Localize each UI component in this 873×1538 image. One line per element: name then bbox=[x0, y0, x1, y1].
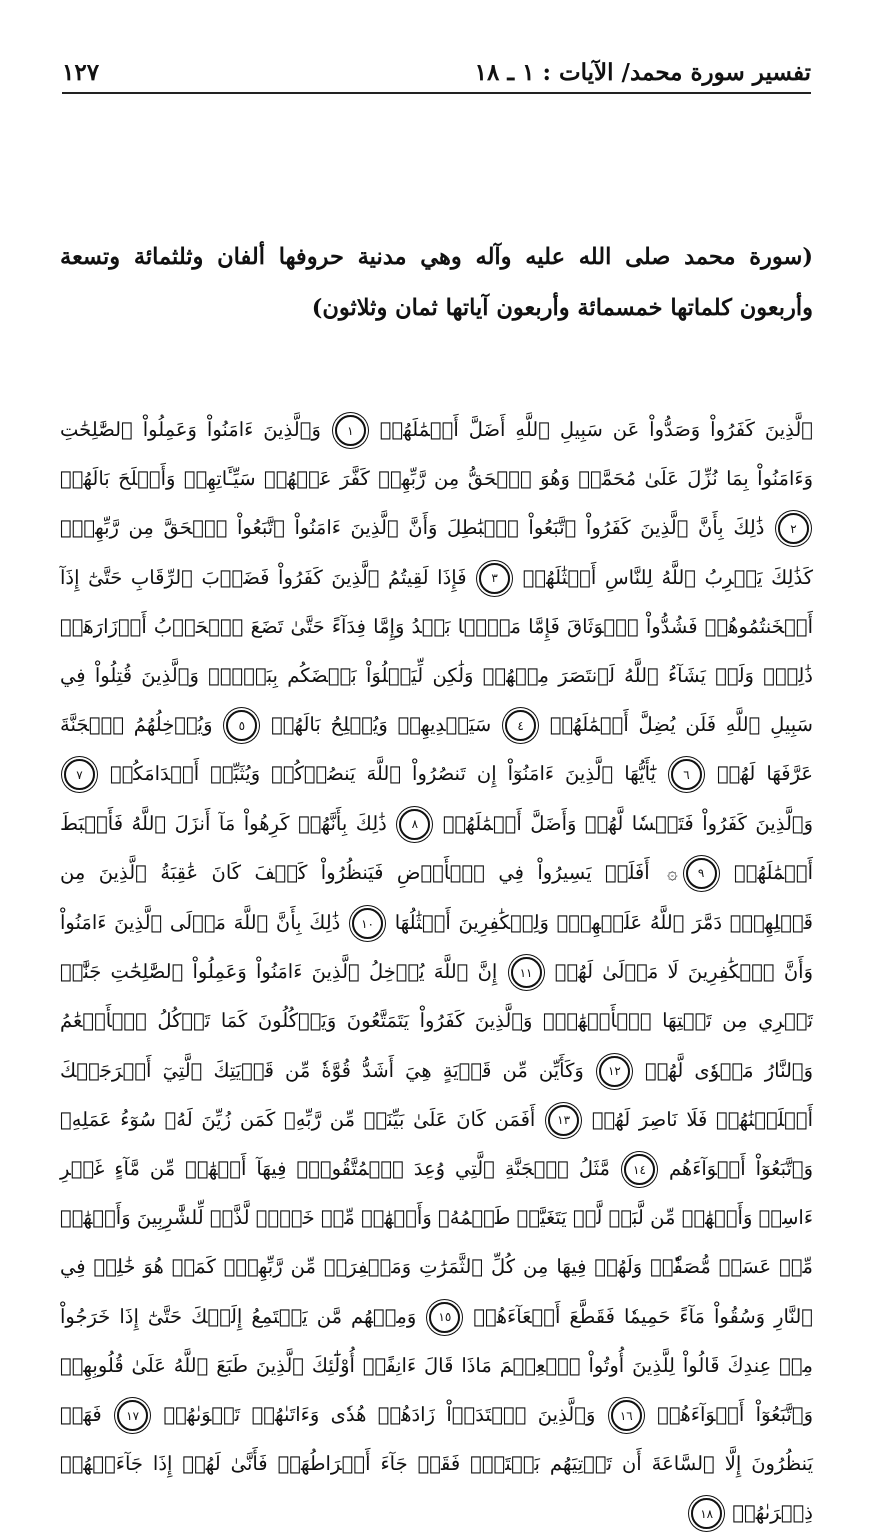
ayah-number-marker: ١٦ bbox=[611, 1400, 642, 1431]
ayah-text: يَٰٓأَيُّهَا ٱلَّذِينَ ءَامَنُوٓاْ إِن تَنصُرُواْ ٱللَّهَ يَنصُرۡكُمۡ وَيُثَبِّتۡ أَقۡدَامَكُمۡ bbox=[110, 762, 656, 786]
ayah-text: وَٱلَّذِينَ ٱهۡتَدَوۡاْ زَادَهُمۡ هُدٗى وَءَاتَىٰهُمۡ تَقۡوَىٰهُمۡ bbox=[163, 1403, 596, 1427]
ayah-text: إِنَّ ٱللَّهَ يُدۡخِلُ ٱلَّذِينَ ءَامَنُواْ وَعَمِلُواْ ٱلصَّٰلِحَٰتِ جَنَّٰتٖ تَجۡرِي مِن تَحۡتِهَا ٱلۡأَنۡهَٰرُۖ وَٱلَّذِينَ كَفَرُواْ يَتَمَتَّعُونَ وَيَأۡكُلُونَ كَمَا تَأۡكُلُ ٱلۡأَنۡعَٰمُ وَٱلنَّارُ مَثۡوٗى لَّهُمۡ bbox=[60, 960, 814, 1082]
ayah-number-marker: ٨ bbox=[399, 809, 430, 840]
ayah-number-marker: ٣ bbox=[479, 563, 510, 594]
ayah-number-marker: ١٧ bbox=[117, 1400, 148, 1431]
ayah-text: مَّثَلُ ٱلۡجَنَّةِ ٱلَّتِي وُعِدَ ٱلۡمُتَّقُونَۖ فِيهَآ أَنۡهَٰرٞ مِّن مَّآءٍ غَيۡرِ ءَاسِنٖ وَأَنۡهَٰرٞ مِّن لَّبَنٖ لَّمۡ يَتَغَيَّرۡ طَعۡمُهُۥ وَأَنۡهَٰرٞ مِّنۡ خَمۡرٖ لَّذَّةٖ لِّلشَّٰرِبِينَ وَأَنۡهَٰرٞ مِّنۡ عَسَلٖ مُّصَفّٗىۖ وَلَهُمۡ فِيهَا مِن كُلِّ ٱلثَّمَرَٰتِ وَمَغۡفِرَةٞ مِّن رَّبِّهِمۡۖ كَمَنۡ هُوَ خَٰلِدٞ فِي ٱلنَّارِ وَسُقُواْ مَآءً حَمِيمٗا فَقَطَّعَ أَمۡعَآءَهُمۡ bbox=[60, 1157, 814, 1328]
ayah-text: وَمِنۡهُم مَّن يَسۡتَمِعُ إِلَيۡكَ حَتَّىٰٓ إِذَا خَرَجُواْ مِنۡ عِندِكَ قَالُواْ لِلَّذِينَ أُوتُواْ ٱلۡعِلۡمَ مَاذَا قَالَ ءَانِفًاۚ أُوْلَٰٓئِكَ ٱلَّذِينَ طَبَعَ ٱللَّهُ عَلَىٰ قُلُوبِهِمۡ وَٱتَّبَعُوٓاْ أَهۡوَآءَهُمۡ bbox=[60, 1304, 813, 1427]
ayah-number-marker: ١١ bbox=[511, 957, 542, 988]
surah-introduction: (سورة محمد صلى الله عليه وآله وهي مدنية حروفها ألفان وثلثمائة وتسعة وأربعون كلماتها خمسمائة وأربعون آياتها ثمان وثلاثون) bbox=[60, 244, 813, 321]
ayah-number-marker: ١٢ bbox=[599, 1056, 630, 1087]
ayah-text: سَيَهۡدِيهِمۡ وَيُصۡلِحُ بَالَهُمۡ bbox=[271, 713, 492, 737]
ayah-number-marker: ١٥ bbox=[429, 1302, 460, 1333]
ayah-text: ٱلَّذِينَ كَفَرُواْ وَصَدُّواْ عَن سَبِيلِ ٱللَّهِ أَضَلَّ أَعۡمَٰلَهُمۡ bbox=[379, 418, 814, 441]
ayah-number-marker: ١٤ bbox=[624, 1154, 655, 1185]
ayah-number-marker: ٩ bbox=[686, 858, 717, 889]
ayah-number-marker: ١٣ bbox=[548, 1105, 579, 1136]
rub-el-hizb-sign: ۞ bbox=[667, 862, 678, 884]
quran-verses-block bbox=[60, 405, 813, 1538]
ayah-number-marker: ١٨ bbox=[691, 1498, 722, 1529]
ayah-text: ذَٰلِكَ بِأَنَّ ٱلَّذِينَ كَفَرُواْ ٱتَّبَعُواْ ٱلۡبَٰطِلَ وَأَنَّ ٱلَّذِينَ ءَامَنُواْ ٱتَّبَعُواْ ٱلۡحَقَّ مِن رَّبِّهِمۡۚ كَذَٰلِكَ يَضۡرِبُ ٱللَّهُ لِلنَّاسِ أَمۡثَٰلَهُمۡ bbox=[60, 516, 813, 589]
ayah-text: وَكَأَيِّن مِّن قَرۡيَةٍ هِيَ أَشَدُّ قُوَّةٗ مِّن قَرۡيَتِكَ ٱلَّتِيٓ أَخۡرَجَتۡكَ أَهۡلَكۡنَٰهُمۡ فَلَا نَاصِرَ لَهُمۡ bbox=[60, 1058, 814, 1131]
ayah-text: ذَٰلِكَ بِأَنَّ ٱللَّهَ مَوۡلَى ٱلَّذِينَ ءَامَنُواْ وَأَنَّ ٱلۡكَٰفِرِينَ لَا مَوۡلَىٰ لَهُمۡ bbox=[60, 911, 813, 984]
ayah-text: أَفَلَمۡ يَسِيرُواْ فِي ٱلۡأَرۡضِ فَيَنظُرُواْ كَيۡفَ كَانَ عَٰقِبَةُ ٱلَّذِينَ مِن قَبۡلِهِمۡۖ دَمَّرَ ٱللَّهُ عَلَيۡهِمۡۖ وَلِلۡكَٰفِرِينَ أَمۡثَٰلُهَا bbox=[60, 860, 813, 935]
ayah-number-marker: ١٠ bbox=[352, 908, 383, 939]
ayah-number-marker: ٦ bbox=[671, 759, 702, 790]
ayah-number-marker: ٤ bbox=[505, 710, 536, 741]
ayah-text: ذَٰلِكَ بِأَنَّهُمۡ كَرِهُواْ مَآ أَنزَلَ ٱللَّهُ فَأَحۡبَطَ أَعۡمَٰلَهُمۡ bbox=[60, 811, 813, 884]
running-title: تفسير سورة محمد/ الآيات : ١ ـ ١٨ bbox=[474, 59, 811, 86]
ayah-text: وَٱلَّذِينَ كَفَرُواْ فَتَعۡسٗا لَّهُمۡ وَأَضَلَّ أَعۡمَٰلَهُمۡ bbox=[442, 811, 814, 835]
ayah-number-marker: ١ bbox=[335, 415, 366, 446]
ayah-number-marker: ٢ bbox=[778, 513, 809, 544]
ayah-number-marker: ٥ bbox=[226, 710, 257, 741]
ayah-text: أَفَمَن كَانَ عَلَىٰ بَيِّنَةٖ مِّن رَّبِّهِۦ كَمَن زُيِّنَ لَهُۥ سُوٓءُ عَمَلِهِۦ وَٱتَّبَعُوٓاْ أَهۡوَآءَهُم bbox=[60, 1107, 813, 1181]
page-number: ١٢٧ bbox=[62, 59, 100, 86]
ayah-number-marker: ٧ bbox=[64, 759, 95, 790]
ayah-text: فَإِذَا لَقِيتُمُ ٱلَّذِينَ كَفَرُواْ فَضَرۡبَ ٱلرِّقَابِ حَتَّىٰٓ إِذَآ أَثۡخَنتُمُوهُمۡ فَشُدُّواْ ٱلۡوَثَاقَ فَإِمَّا مَنَّۢا بَعۡدُ وَإِمَّا فِدَآءً حَتَّىٰ تَضَعَ ٱلۡحَرۡبُ أَوۡزَارَهَاۚ ذَٰلِكَۖ وَلَوۡ يَشَآءُ ٱللَّهُ لَٱنتَصَرَ مِنۡهُمۡ وَلَٰكِن لِّيَبۡلُوَاْ بَعۡضَكُم بِبَعۡضٖۗ وَٱلَّذِينَ قُتِلُواْ فِي سَبِيلِ ٱللَّهِ فَلَن يُضِلَّ أَعۡمَٰلَهُمۡ bbox=[60, 565, 813, 737]
ayah-text: وَٱلَّذِينَ ءَامَنُواْ وَعَمِلُواْ ٱلصَّٰلِحَٰتِ وَءَامَنُواْ بِمَا نُزِّلَ عَلَىٰ مُحَمَّدٖ وَهُوَ ٱلۡحَقُّ مِن رَّبِّهِمۡ كَفَّرَ عَنۡهُمۡ سَيِّـَٔاتِهِمۡ وَأَصۡلَحَ بَالَهُمۡ bbox=[60, 418, 813, 491]
ayah-text: وَيُدۡخِلُهُمُ ٱلۡجَنَّةَ عَرَّفَهَا لَهُمۡ bbox=[60, 713, 813, 786]
ayah-text: فَهَلۡ يَنظُرُونَ إِلَّا ٱلسَّاعَةَ أَن تَأۡتِيَهُم بَغۡتَةٗۖ فَقَدۡ جَآءَ أَشۡرَاطُهَاۚ فَأَنَّىٰ لَهُمۡ إِذَا جَآءَتۡهُمۡ ذِكۡرَىٰهُمۡ bbox=[60, 1403, 813, 1525]
page-header bbox=[62, 52, 811, 94]
